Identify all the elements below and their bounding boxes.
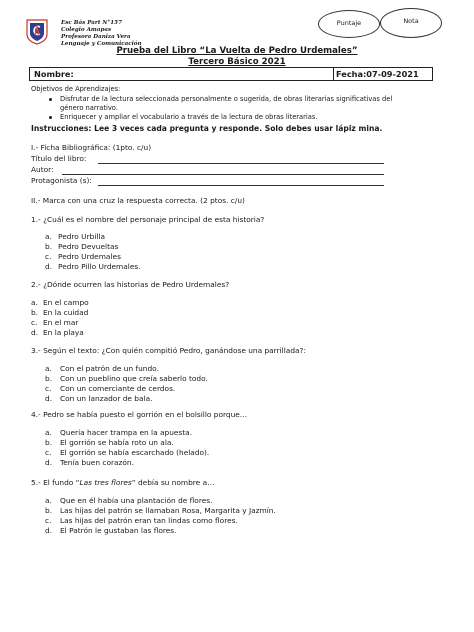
question-2: 2.- ¿Dónde ocurren las historias de Pedro Urdemales? xyxy=(31,280,230,289)
question-5: 5.- El fundo “Las tres flores” debía su nombre a… xyxy=(31,478,215,487)
q4-option-a[interactable]: Quería hacer trampa en la apuesta. xyxy=(60,428,193,437)
test-title: Prueba del Libro “La Vuelta de Pedro Urdemales” xyxy=(116,46,358,56)
q5-option-d[interactable]: El Patrón le gustaban las flores. xyxy=(60,526,177,535)
option-letter: c. xyxy=(45,252,52,261)
option-letter: d. xyxy=(31,328,39,337)
test-subtitle: Tercero Básico 2021 xyxy=(188,57,286,67)
q2-option-c[interactable]: En el mar xyxy=(43,318,79,327)
q2-option-b[interactable]: En la cuidad xyxy=(43,308,89,317)
option-letter: d. xyxy=(45,262,53,271)
q1-option-d[interactable]: Pedro Pillo Urdemales. xyxy=(58,262,141,271)
school-line: Colegio Amapas xyxy=(61,26,112,33)
bullet-icon xyxy=(49,116,52,119)
q3-option-d[interactable]: Con un lanzador de bala. xyxy=(60,394,153,403)
option-letter: d. xyxy=(45,394,53,403)
section2-heading: II.- Marca con una cruz la respuesta correcta. (2 ptos. c/u) xyxy=(31,196,245,205)
q1-option-b[interactable]: Pedro Devueltas xyxy=(58,242,119,251)
score-oval[interactable] xyxy=(318,10,380,38)
option-letter: a. xyxy=(31,298,38,307)
q5-option-a[interactable]: Que en él había una plantación de flores. xyxy=(60,496,213,505)
question-3: 3.- Según el texto: ¿Con quién compitió Pedro, ganándose una parrillada?: xyxy=(31,346,306,355)
instructions: Instrucciones: Lee 3 veces cada pregunta y responde. Solo debes usar lápiz mina. xyxy=(31,124,383,133)
bullet-icon xyxy=(49,98,52,101)
objective-item-1-cont: género narrativo. xyxy=(60,104,118,112)
option-letter: d. xyxy=(45,526,53,535)
q4-option-b[interactable]: El gorrión se había roto un ala. xyxy=(60,438,174,447)
q4-option-d[interactable]: Tenía buen corazón. xyxy=(60,458,134,467)
school-line: Lenguaje y Comunicación xyxy=(61,40,142,47)
question-1: 1.- ¿Cuál es el nombre del personaje principal de esta historia? xyxy=(31,215,265,224)
objective-item-2: Enriquecer y ampliar el vocabulario a través de la lectura de obras literarias. xyxy=(60,113,318,121)
school-line: Profesora Daniza Vera xyxy=(61,33,131,40)
protagonist-label: Protagonista (s): xyxy=(31,176,92,185)
q4-option-c[interactable]: El gorrión se había escarchado (helado). xyxy=(60,448,210,457)
option-letter: b. xyxy=(45,242,53,251)
option-letter: d. xyxy=(45,458,53,467)
grade-label: Nota xyxy=(403,17,419,25)
option-letter: c. xyxy=(31,318,38,327)
q1-option-c[interactable]: Pedro Urdemales xyxy=(58,252,121,261)
book-title-label: Título del libro: xyxy=(31,154,87,163)
q5-option-b[interactable]: Las hijas del patrón se llamaban Rosa, Margarita y Jazmín. xyxy=(60,506,276,515)
objective-item-1: Disfrutar de la lectura seleccionada personalmente o sugerida, de obras literarias significativas del xyxy=(60,95,393,103)
name-date-box xyxy=(29,67,433,81)
book-title-line[interactable] xyxy=(98,163,384,164)
option-letter: c. xyxy=(45,384,52,393)
question-4: 4.- Pedro se había puesto el gorrión en el bolsillo porque… xyxy=(31,410,248,419)
option-letter: a. xyxy=(45,496,52,505)
protagonist-line[interactable] xyxy=(98,185,384,186)
date-label: Fecha:07-09-2021 xyxy=(336,69,419,79)
q3-option-b[interactable]: Con un pueblino que creía saberlo todo. xyxy=(60,374,208,383)
score-label: Puntaje xyxy=(336,19,362,27)
option-letter: b. xyxy=(45,438,53,447)
q2-option-d[interactable]: En la playa xyxy=(43,328,84,337)
q3-option-c[interactable]: Con un comerciante de cerdos. xyxy=(60,384,176,393)
option-letter: b. xyxy=(45,506,53,515)
school-logo-icon xyxy=(26,19,48,45)
q3-option-a[interactable]: Con el patrón de un fundo. xyxy=(60,364,159,373)
objectives-heading: Objetivos de Aprendizajes: xyxy=(31,85,121,93)
school-line: Esc Bás Part N°157 xyxy=(61,20,122,26)
option-letter: c. xyxy=(45,516,52,525)
q5-option-c[interactable]: Las hijas del patrón eran tan lindas como flores. xyxy=(60,516,238,525)
option-letter: a. xyxy=(45,232,52,241)
section1-heading: I.- Ficha Bibliográfica: (1pto. c/u) xyxy=(31,143,152,152)
q1-option-a[interactable]: Pedro Urbilla xyxy=(58,232,106,241)
option-letter: a. xyxy=(45,428,52,437)
option-letter: b. xyxy=(45,374,53,383)
author-label: Autor: xyxy=(31,165,54,174)
q2-option-a[interactable]: En el campo xyxy=(43,298,89,307)
option-letter: a. xyxy=(45,364,52,373)
school-info xyxy=(61,20,142,48)
grade-oval[interactable] xyxy=(380,8,442,38)
option-letter: c. xyxy=(45,448,52,457)
option-letter: b. xyxy=(31,308,39,317)
name-label[interactable]: Nombre: xyxy=(34,69,74,79)
author-line[interactable] xyxy=(62,174,384,175)
